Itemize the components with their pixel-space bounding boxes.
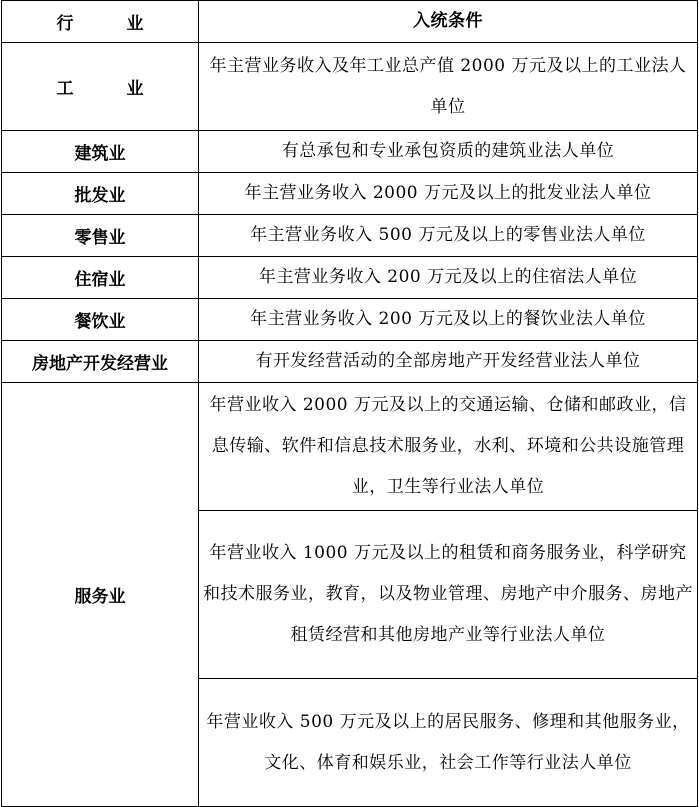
row-criteria-real-estate: 有开发经营活动的全部房地产开发经营业法人单位	[199, 341, 698, 383]
row-industry-accommodation: 住宿业	[2, 257, 199, 299]
table-row	[2, 383, 698, 511]
row-criteria-accommodation: 年主营业务收入 200 万元及以上的住宿法人单位	[199, 257, 698, 299]
row-criteria-catering: 年主营业务收入 200 万元及以上的餐饮业法人单位	[199, 299, 698, 341]
row-industry-services: 服务业	[2, 383, 199, 807]
row-criteria-services-3: 年营业收入 500 万元及以上的居民服务、修理和其他服务业，文化、体育和娱乐业，社会工作等行业法人单位	[199, 679, 698, 807]
table-row	[2, 215, 698, 257]
row-criteria-construction: 有总承包和专业承包资质的建筑业法人单位	[199, 131, 698, 173]
table-row	[2, 43, 698, 131]
row-industry-industrial-text: 工 业	[56, 79, 162, 99]
table-row	[2, 341, 698, 383]
table-row	[2, 257, 698, 299]
row-industry-catering: 餐饮业	[2, 299, 199, 341]
row-criteria-services-2: 年营业收入 1000 万元及以上的租赁和商务服务业，科学研究和技术服务业，教育，以及物业管理、房地产中介服务、房地产租赁经营和其他房地产业等行业法人单位	[199, 511, 698, 679]
row-criteria-wholesale: 年主营业务收入 2000 万元及以上的批发业法人单位	[199, 173, 698, 215]
row-criteria-services-1: 年营业收入 2000 万元及以上的交通运输、仓储和邮政业，信息传输、软件和信息技术服务业，水利、环境和公共设施管理业，卫生等行业法人单位	[199, 383, 698, 511]
row-industry-retail: 零售业	[2, 215, 199, 257]
header-industry-text: 行 业	[56, 14, 162, 34]
row-industry-wholesale: 批发业	[2, 173, 199, 215]
row-industry-industrial	[2, 43, 199, 131]
row-criteria-industrial: 年主营业务收入及年工业总产值 2000 万元及以上的工业法人单位	[199, 43, 698, 131]
criteria-table	[1, 0, 698, 807]
table-row	[2, 299, 698, 341]
table-row	[2, 131, 698, 173]
table-row	[2, 173, 698, 215]
table-header-row	[2, 1, 698, 43]
header-criteria: 入统条件	[199, 1, 698, 43]
header-industry	[2, 1, 199, 43]
row-industry-construction: 建筑业	[2, 131, 199, 173]
row-criteria-retail: 年主营业务收入 500 万元及以上的零售业法人单位	[199, 215, 698, 257]
row-industry-real-estate: 房地产开发经营业	[2, 341, 199, 383]
